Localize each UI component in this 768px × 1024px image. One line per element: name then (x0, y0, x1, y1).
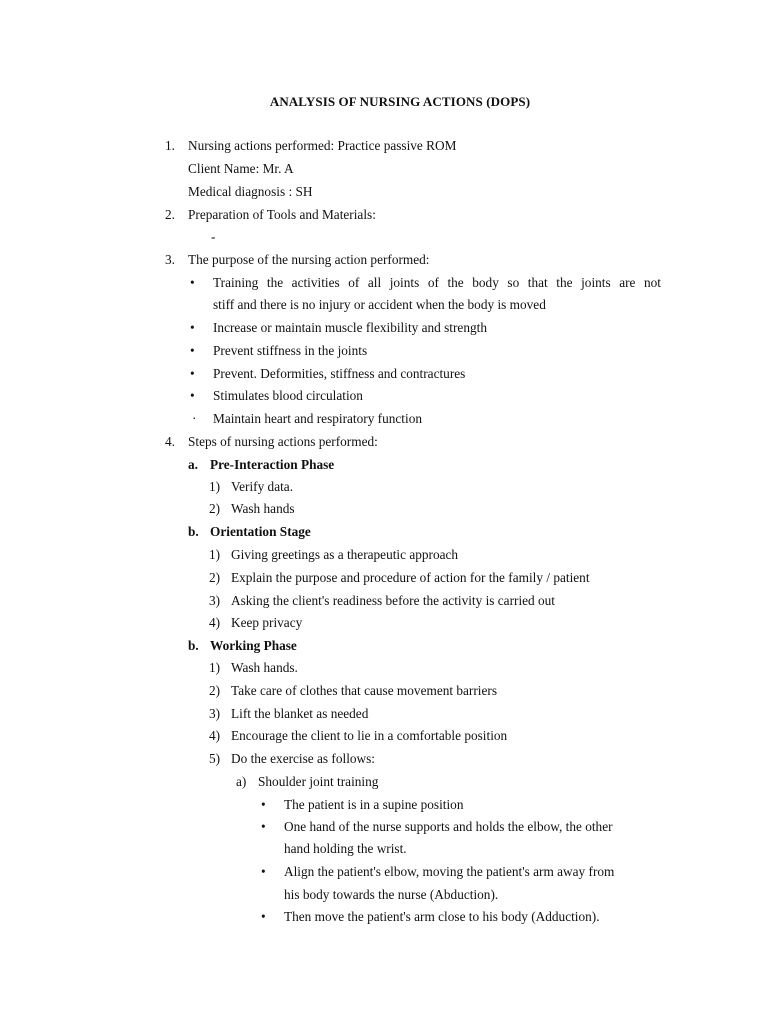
bullet-symbol: • (190, 275, 195, 290)
bullet-symbol: • (261, 864, 266, 879)
purpose-bullet-text: Prevent. Deformities, stiffness and contractures (213, 366, 466, 381)
purpose-bullet-text: Increase or maintain muscle flexibility and strength (213, 320, 487, 335)
step-number: 1) (209, 479, 221, 494)
section-4-number: 4. (165, 434, 175, 449)
tools-materials-heading: Preparation of Tools and Materials: (188, 207, 376, 222)
pre-interaction-phase-title: Pre-Interaction Phase (210, 457, 335, 472)
purpose-heading: The purpose of the nursing action performed: (188, 252, 430, 267)
step-number: 2) (209, 501, 221, 516)
exercise-bullet-text: Then move the patient's arm close to his body (Adduction). (284, 909, 600, 924)
working-phase-title: Working Phase (210, 638, 297, 653)
step-number: 3) (209, 706, 221, 721)
step-number: 1) (209, 660, 221, 675)
purpose-bullet-text: Maintain heart and respiratory function (213, 411, 422, 426)
step-text: Giving greetings as a therapeutic approach (231, 547, 459, 562)
step-text: Wash hands (231, 501, 295, 516)
medical-diagnosis-line: Medical diagnosis : SH (188, 184, 313, 199)
step-number: 5) (209, 751, 221, 766)
purpose-bullet-text: Stimulates blood circulation (213, 388, 363, 403)
bullet-symbol: • (190, 388, 195, 403)
nursing-action-line: Nursing actions performed: Practice passive ROM (188, 138, 457, 153)
exercise-bullet-text: Align the patient's elbow, moving the patient's arm away from (284, 864, 615, 879)
bullet-symbol: • (190, 343, 195, 358)
step-text: Take care of clothes that cause movement barriers (231, 683, 497, 698)
step-text: Wash hands. (231, 660, 298, 675)
step-number: 4) (209, 728, 221, 743)
purpose-bullet-text-cont: stiff and there is no injury or accident when the body is moved (213, 297, 546, 312)
steps-heading: Steps of nursing actions performed: (188, 434, 378, 449)
bullet-symbol: • (190, 320, 195, 335)
orientation-stage-title: Orientation Stage (210, 524, 311, 539)
bullet-symbol: • (261, 819, 266, 834)
step-number: 1) (209, 547, 221, 562)
client-name-line: Client Name: Mr. A (188, 161, 294, 176)
phase-label: b. (188, 638, 199, 653)
shoulder-joint-training-title: Shoulder joint training (258, 774, 379, 789)
section-2-number: 2. (165, 207, 175, 222)
bullet-symbol: • (261, 797, 266, 812)
phase-label: a. (188, 457, 198, 472)
section-1-number: 1. (165, 138, 175, 153)
purpose-bullet-text: Training the activities of all joints of the body so that the joints are not (213, 275, 661, 290)
phase-label: b. (188, 524, 199, 539)
step-text: Encourage the client to lie in a comfortable position (231, 728, 508, 743)
step-text: Lift the blanket as needed (231, 706, 369, 721)
bullet-symbol: • (261, 909, 266, 924)
step-number: 3) (209, 593, 221, 608)
bullet-symbol: • (190, 366, 195, 381)
purpose-bullet-text: Prevent stiffness in the joints (213, 343, 368, 358)
exercise-bullet-text: The patient is in a supine position (284, 797, 464, 812)
bullet-symbol: · (192, 411, 197, 426)
step-text: Do the exercise as follows: (231, 751, 376, 766)
document-title: ANALYSIS OF NURSING ACTIONS (DOPS) (269, 94, 531, 109)
sub-step-label: a) (236, 774, 247, 789)
step-text: Asking the client's readiness before the activity is carried out (231, 593, 556, 608)
step-number: 2) (209, 683, 221, 698)
step-text: Keep privacy (231, 615, 303, 630)
section-3-number: 3. (165, 252, 175, 267)
step-text: Verify data. (231, 479, 294, 494)
step-number: 2) (209, 570, 221, 585)
tools-materials-dash: - (211, 229, 216, 244)
exercise-bullet-text: One hand of the nurse supports and holds the elbow, the other (284, 819, 613, 834)
exercise-bullet-text-cont: his body towards the nurse (Abduction). (284, 887, 499, 902)
step-text: Explain the purpose and procedure of action for the family / patient (231, 570, 590, 585)
step-number: 4) (209, 615, 221, 630)
exercise-bullet-text-cont: hand holding the wrist. (284, 841, 407, 856)
